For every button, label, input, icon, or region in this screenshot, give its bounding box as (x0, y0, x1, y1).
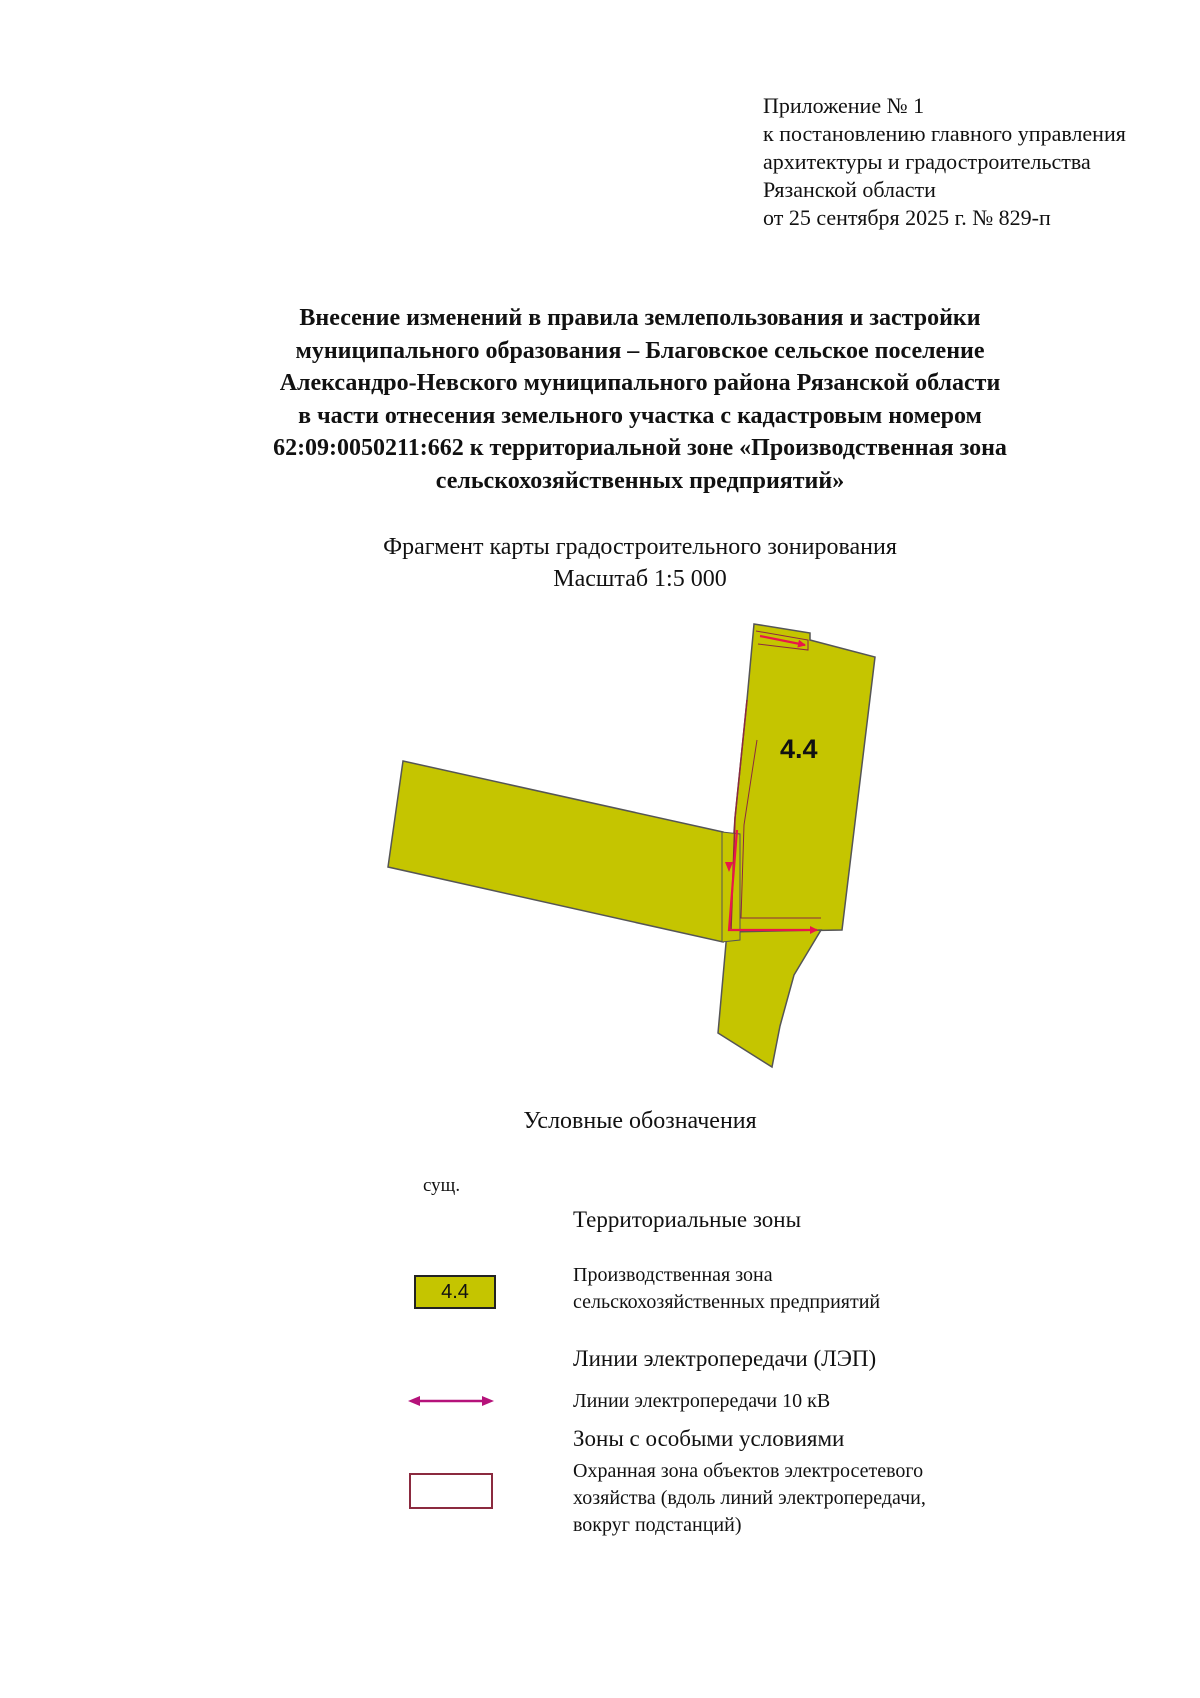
title-line: муниципального образования – Благовское сельское поселение (295, 337, 985, 364)
zone-label: 4.4 (780, 734, 818, 764)
title-line: сельскохозяйственных предприятий» (435, 467, 845, 494)
legend-special-heading: Зоны с особыми условиями (573, 1426, 845, 1451)
legend-special-line: вокруг подстанций) (573, 1514, 742, 1536)
legend-arrow-right (482, 1396, 494, 1406)
title-line: в части отнесения земельного участка с кадастровым номером (298, 402, 982, 429)
title-line: Александро-Невского муниципального района Рязанской области (279, 370, 1001, 396)
appendix-line: Приложение № 1 (763, 93, 925, 118)
map-name: Фрагмент карты градостроительного зонирования (383, 534, 897, 560)
legend-zone-line: Производственная зона (573, 1264, 773, 1286)
title-line: 62:09:0050211:662 к территориальной зоне «Производственная зона (273, 435, 1007, 461)
legend-special-line: хозяйства (вдоль линий электропередачи, (573, 1487, 926, 1509)
legend-zones-heading: Территориальные зоны (573, 1207, 802, 1232)
legend-zone-swatch (414, 1275, 496, 1309)
legend-zone-code: 4.4 (441, 1281, 469, 1303)
appendix-line: к постановлению главного управления (763, 121, 1126, 146)
zone-parcel-south (718, 930, 821, 1067)
legend-protection-swatch (409, 1473, 493, 1509)
appendix-line: от 25 сентября 2025 г. № 829-п (763, 205, 1051, 230)
legend-special-description (573, 1458, 926, 1539)
legend-power-description: Линии электропередачи 10 кВ (573, 1390, 831, 1412)
legend-zone-description (573, 1262, 880, 1316)
appendix-line: архитектуры и градостроительства (763, 149, 1091, 174)
map-scale: Масштаб 1:5 000 (553, 566, 727, 592)
zone-parcel-west (388, 761, 723, 942)
legend-special-line: Охранная зона объектов электросетевого (573, 1460, 924, 1482)
legend-title: Условные обозначения (523, 1108, 757, 1134)
legend-existing-label: сущ. (423, 1175, 461, 1196)
legend-power-line-swatch (408, 1393, 494, 1409)
title-line: Внесение изменений в правила землепользования и застройки (299, 305, 981, 331)
legend-arrow-left (408, 1396, 420, 1406)
zone-parcel-north (727, 624, 875, 932)
zone-parcels (388, 624, 875, 1067)
legend-zone-line: сельскохозяйственных предприятий (573, 1291, 881, 1313)
appendix-line: Рязанской области (763, 177, 936, 202)
legend-power-heading: Линии электропередачи (ЛЭП) (573, 1346, 877, 1371)
